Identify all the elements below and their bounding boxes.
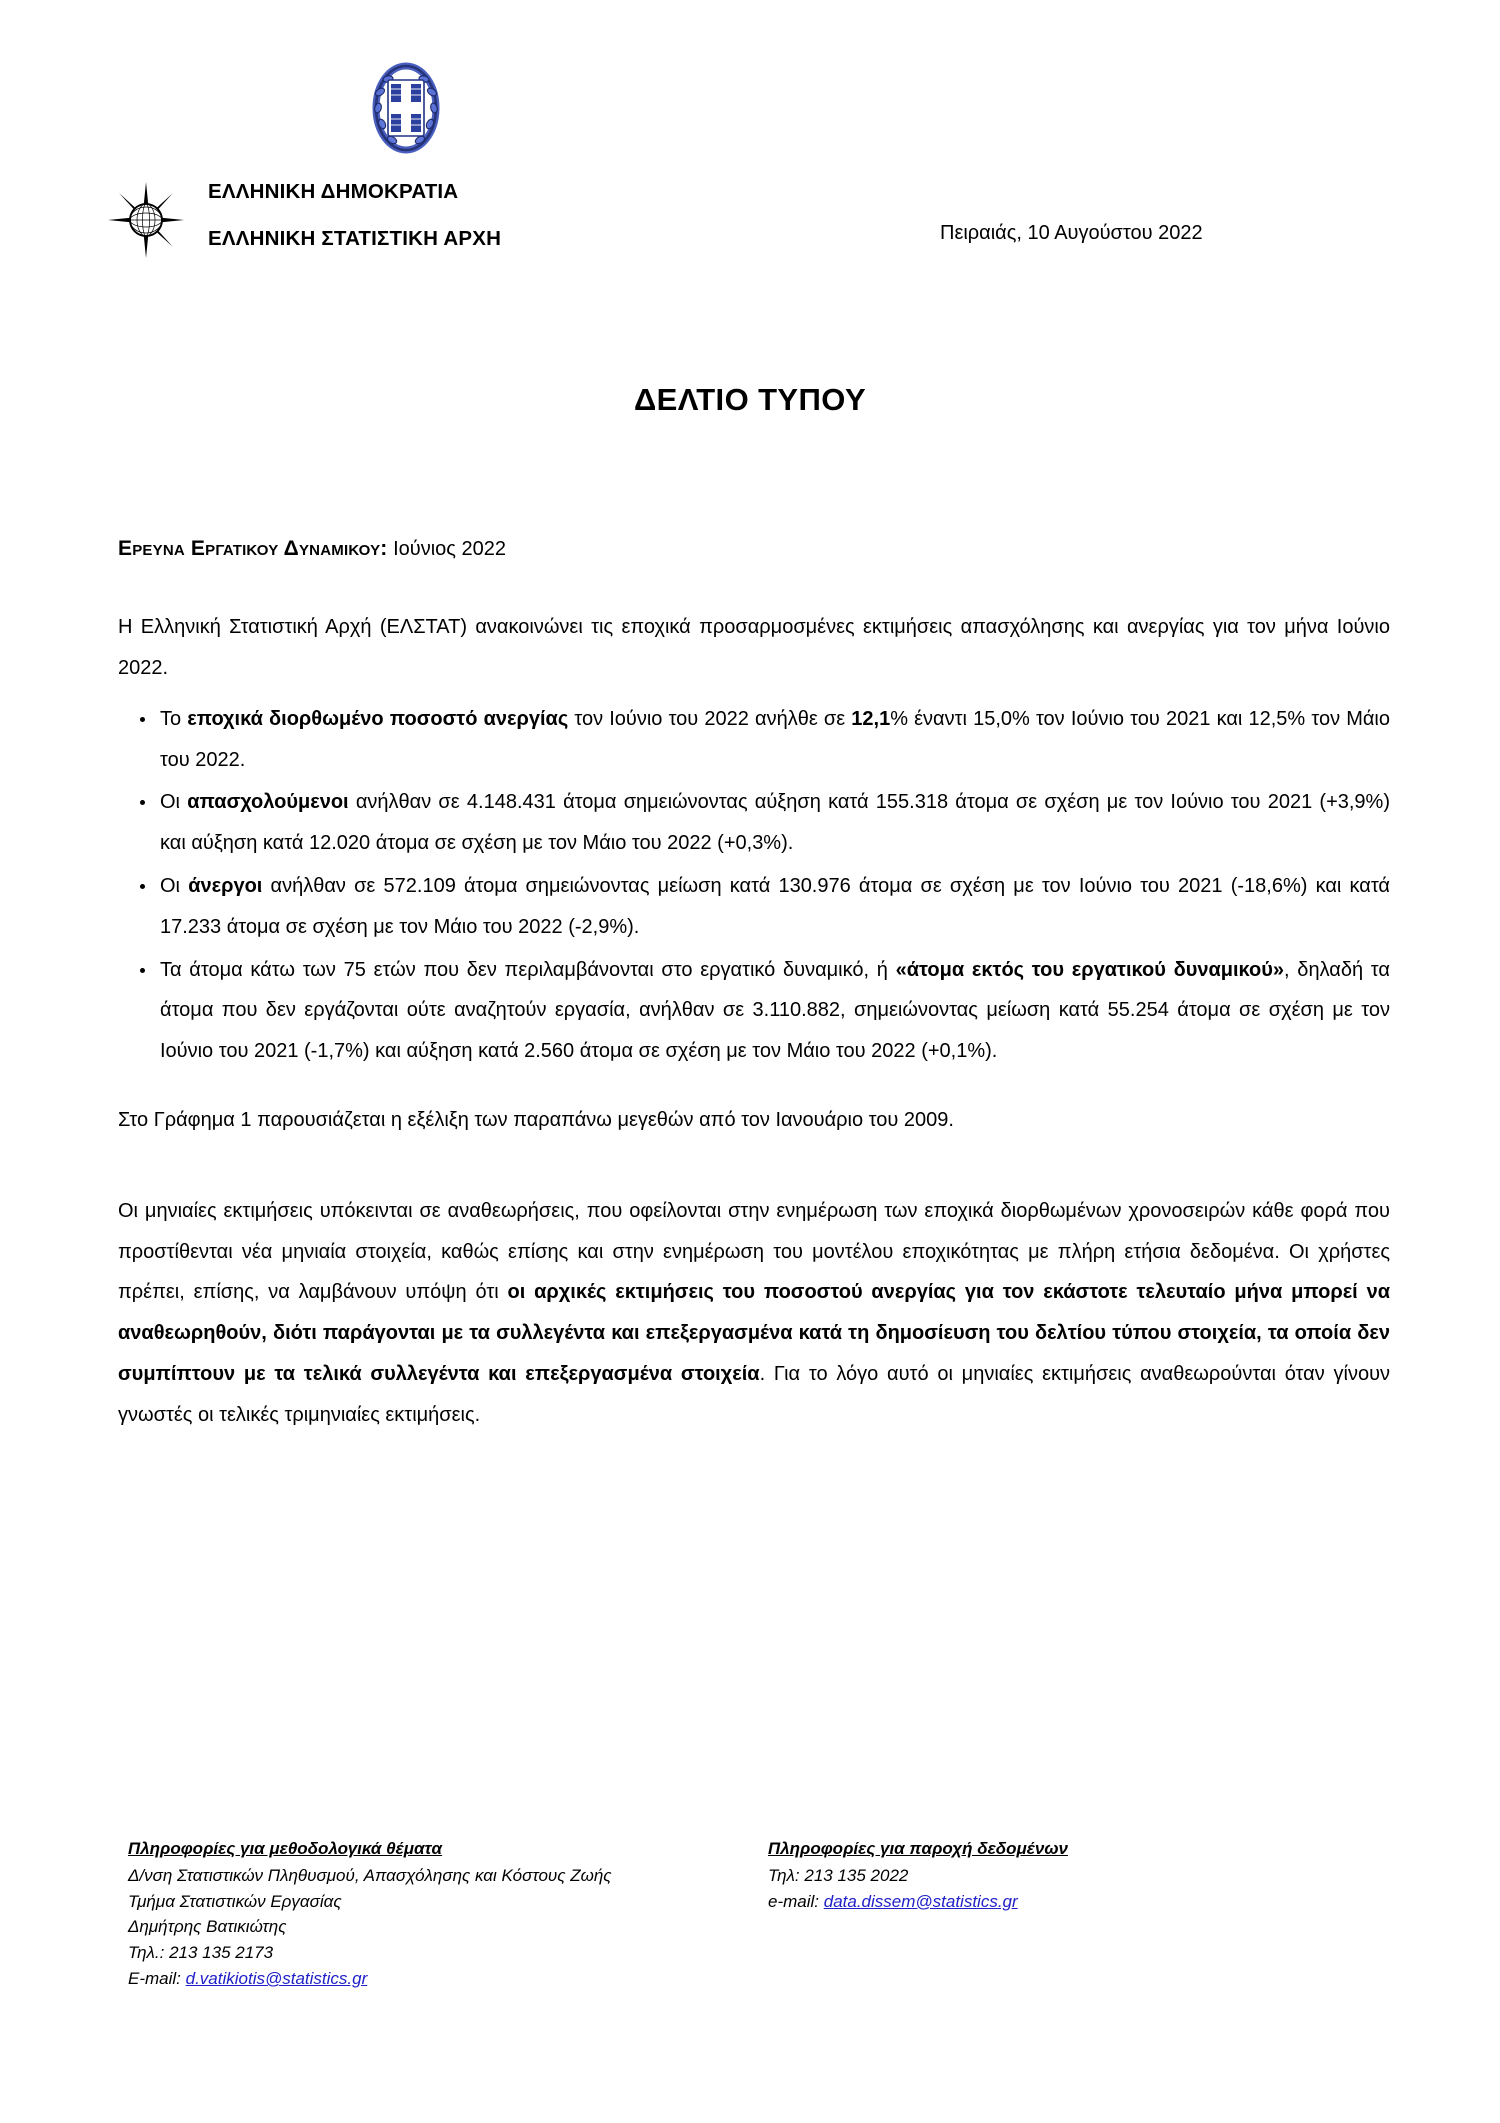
contact-division: Δ/νση Στατιστικών Πληθυσμού, Απασχόλησης και Κόστους Ζωής	[128, 1865, 612, 1885]
spacer	[118, 1151, 1390, 1191]
bullet-text-segment: τον Ιούνιο του 2022 ανήλθε σε	[568, 707, 852, 730]
bullet-text-segment: Οι	[160, 791, 188, 814]
spacer	[118, 1074, 1390, 1100]
bullet-bold-value: 12,1	[851, 707, 891, 730]
contact-data-email-row	[768, 1889, 1328, 1915]
contact-data-email-label: e-mail:	[768, 1891, 824, 1911]
elstat-emblem-icon	[108, 182, 184, 258]
bullet-text-segment: , δηλαδή τα άτομα που δεν εργάζονται ούτε αναζητούν εργασία, ανήλθαν σε 3.110.882, σημειώνοντας μείωση κατά 55.254 άτομα σε σχέση με τον Ιούνιο του 2021 (-1,7%) και αύξηση κατά 2.560 άτομα σε σχέση με τον Μάιο του 2022 (+0,1%).	[160, 958, 1390, 1063]
key-findings-list	[118, 699, 1390, 1072]
contact-methodology-column	[128, 1836, 768, 1992]
contact-data-email-link[interactable]: data.dissem@statistics.gr	[823, 1891, 1018, 1911]
bullet-text-segment: ανήλθαν σε 572.109 άτομα σημειώνοντας μείωση κατά 130.976 άτομα σε σχέση με τον Ιούνιο του 2021 (-18,6%) και κατά 17.233 άτομα σε σχέση με τον Μάιο του 2022 (-2,9%).	[160, 874, 1390, 938]
document-body	[118, 536, 1390, 1446]
greek-coat-of-arms-icon	[370, 62, 442, 154]
contact-email-label: E-mail:	[128, 1969, 186, 1989]
contact-data-provision-column	[768, 1836, 1328, 1992]
bullet-bold-term: «άτομα εκτός του εργατικού δυναμικού»	[895, 958, 1285, 981]
survey-name-label: Ερευνα Εργατικου Δυναμικου:	[118, 537, 388, 560]
revision-note-emphasis: οι αρχικές εκτιμήσεις του ποσοστού ανεργίας για τον εκάστοτε τελευταίο μήνα μπορεί να αναθεωρηθούν, διότι παράγονται με τα συλλεγέντα και επεξεργασμένα κατά τη δημοσίευση του δελτίου τύπου στοιχεία, τα οποία δεν συμπίπτουν με τα τελικά συλλεγέντα και επεξεργασμένα στοιχεία	[118, 1281, 1390, 1385]
survey-period-label: Ιούνιος 2022	[393, 538, 506, 560]
contact-person: Δημήτρης Βατικιώτης	[128, 1917, 287, 1937]
contact-methodology-heading-wrap	[128, 1836, 768, 1863]
contact-data-phone: Τηλ: 213 135 2022	[768, 1865, 909, 1885]
bullet-bold-term: εποχικά διορθωμένο ποσοστό ανεργίας	[187, 707, 569, 730]
revision-note-part2: . Για το λόγο αυτό οι μηνιαίες εκτιμήσεις αναθεωρούνται όταν γίνουν γνωστές οι τελικές τριμηνιαίες εκτιμήσεις.	[118, 1362, 1391, 1426]
contact-methodology-heading: Πληροφορίες για μεθοδολογικά θέματα	[128, 1839, 443, 1858]
revision-note-part1: Οι μηνιαίες εκτιμήσεις υπόκεινται σε αναθεωρήσεις, που οφείλονται στην ενημέρωση των εποχικά διορθωμένων χρονοσειρών κάθε φορά που προστίθενται νέα μηνιαία στοιχεία, καθώς επίσης και στην ενημέρωση του μοντέλου εποχικότητας με πλήρη ετήσια δεδομένα. Οι χρήστες πρέπει, επίσης, να λαμβάνουν υπόψη ότι	[118, 1199, 1390, 1304]
document-header	[0, 0, 1500, 250]
page-title: ΔΕΛΤΙΟ ΤΥΠΟΥ	[633, 382, 867, 417]
contact-email-link[interactable]: d.vatikiotis@statistics.gr	[185, 1969, 368, 1989]
survey-heading	[118, 536, 1390, 561]
bullet-bold-term: άνεργοι	[188, 874, 263, 897]
contact-phone: Τηλ.: 213 135 2173	[128, 1943, 274, 1963]
bullet-text-segment: ανήλθαν σε 4.148.431 άτομα σημειώνοντας αύξηση κατά 155.318 άτομα σε σχέση με τον Ιούνιο του 2021 (+3,9%) και αύξηση κατά 12.020 άτομα σε σχέση με τον Μάιο του 2022 (+0,3%).	[160, 791, 1390, 855]
issue-place-date: Πειραιάς, 10 Αυγούστου 2022	[940, 222, 1203, 244]
organization-name-statistical-authority: ΕΛΛΗΝΙΚΗ ΣΤΑΤΙΣΤΙΚΗ ΑΡΧΗ	[208, 226, 502, 250]
organization-identity	[108, 180, 748, 249]
revision-note-paragraph	[118, 1191, 1390, 1436]
list-item	[118, 950, 1390, 1072]
contact-data-heading-wrap	[768, 1836, 1328, 1863]
bullet-text-segment: Το	[160, 707, 188, 730]
contact-email-row	[128, 1966, 768, 1992]
bullet-bold-term: απασχολούμενοι	[187, 791, 349, 814]
list-item	[118, 866, 1390, 948]
chart-reference-paragraph: Στο Γράφημα 1 παρουσιάζεται η εξέλιξη των παραπάνω μεγεθών από τον Ιανουάριο του 2009.	[118, 1108, 954, 1131]
list-item	[118, 782, 1390, 864]
list-item	[118, 699, 1390, 781]
bullet-text-segment: Οι	[160, 874, 189, 897]
organization-name-republic: ΕΛΛΗΝΙΚΗ ΔΗΜΟΚΡΑΤΙΑ	[208, 180, 459, 203]
contact-department: Τμήμα Στατιστικών Εργασίας	[128, 1891, 342, 1911]
contact-data-heading: Πληροφορίες για παροχή δεδομένων	[768, 1839, 1068, 1858]
bullet-text-segment: Τα άτομα κάτω των 75 ετών που δεν περιλαμβάνονται στο εργατικό δυναμικό, ή	[160, 958, 896, 981]
contact-footer	[128, 1836, 1378, 1992]
intro-paragraph: Η Ελληνική Στατιστική Αρχή (ΕΛΣΤΑΤ) ανακοινώνει τις εποχικά προσαρμοσμένες εκτιμήσεις απασχόλησης και ανεργίας για τον μήνα Ιούνιο 2022.	[118, 616, 1390, 679]
bullet-text-segment: % έναντι 15,0% τον Ιούνιο του 2021 και 12,5% τον Μάιο του 2022.	[160, 707, 1390, 771]
